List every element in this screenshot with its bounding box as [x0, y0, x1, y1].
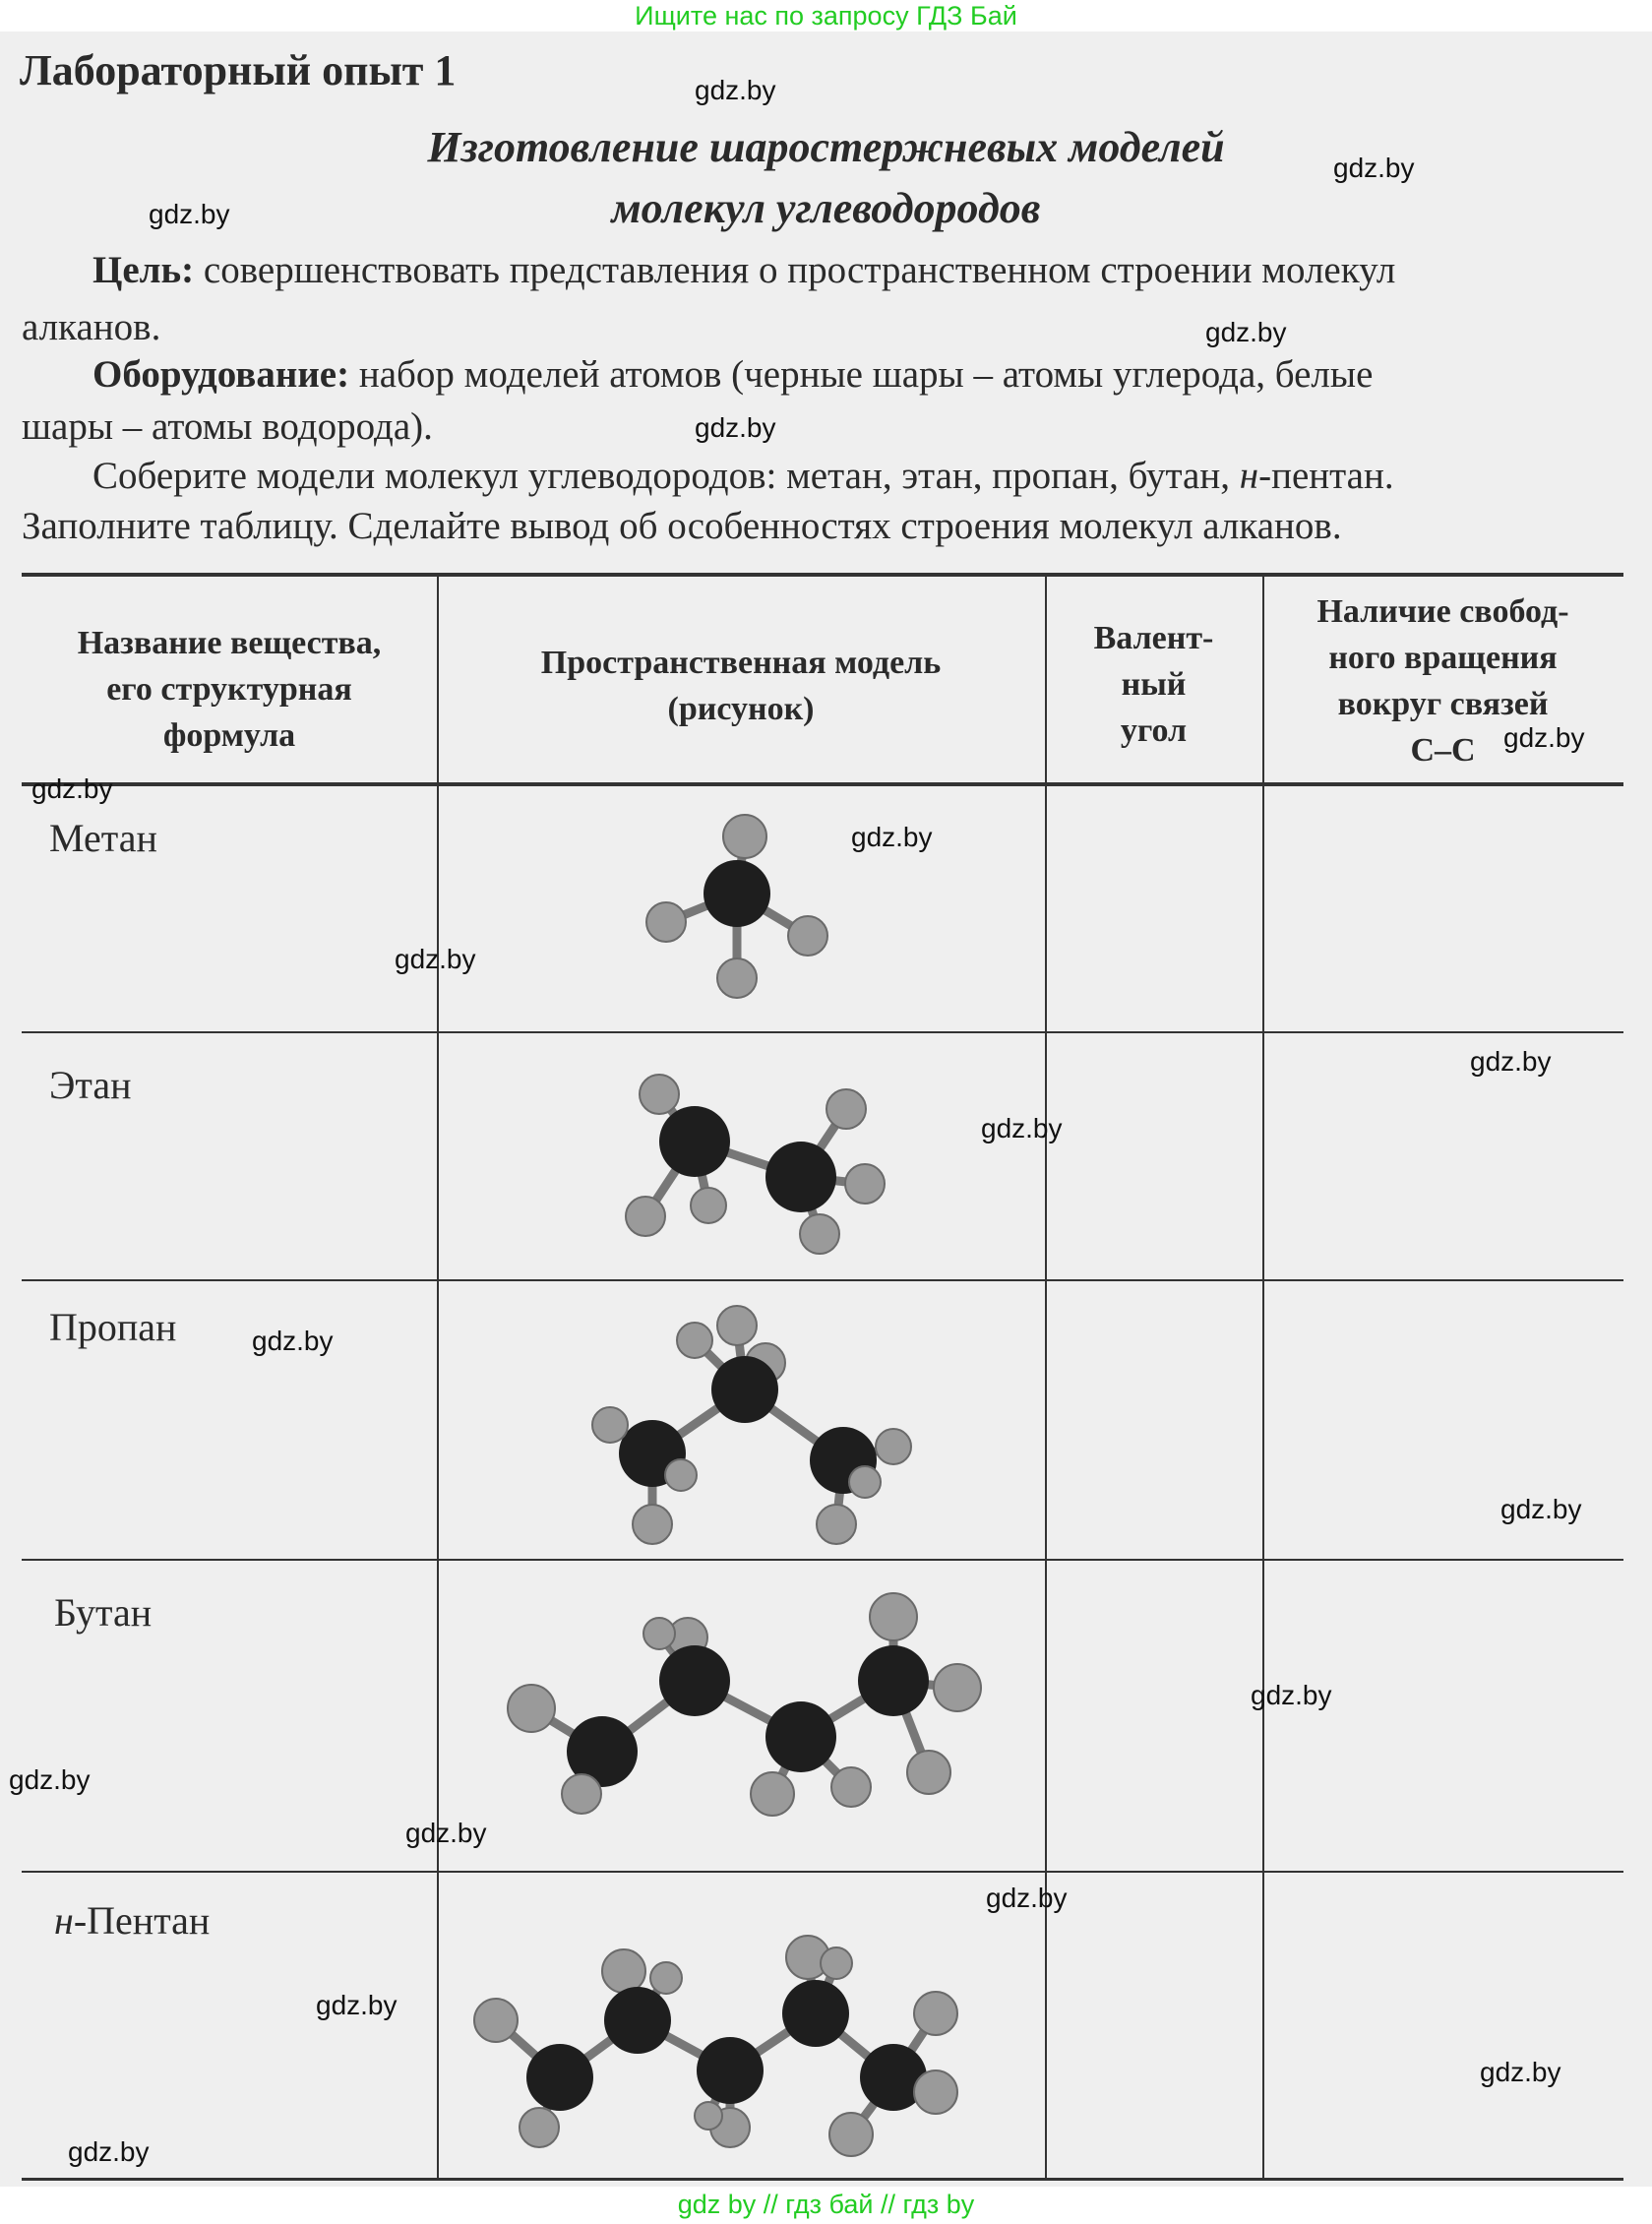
watermark: gdz.by: [31, 773, 113, 804]
watermark: gdz.by: [9, 1764, 91, 1795]
watermark: gdz.by: [252, 1326, 334, 1356]
task-italic: н: [1239, 455, 1259, 497]
goal-label: Цель:: [92, 249, 195, 291]
subtitle-line-1: Изготовление шаростержневых моделей: [427, 123, 1225, 171]
header-line: ный: [1121, 666, 1187, 703]
task-text: Соберите модели молекул углеводородов: метан, этан, пропан, бутан,: [92, 455, 1230, 497]
watermark: gdz.by: [851, 822, 933, 852]
header-line: формула: [162, 717, 296, 754]
banner-text: Ищите нас по запросу ГДЗ Бай: [635, 1, 1017, 31]
header-line: (рисунок): [667, 691, 815, 727]
watermark: gdz.by: [68, 2136, 150, 2167]
footer-text: gdz by // гдз бай // гдз by: [677, 2190, 975, 2219]
pentane-model: [474, 1936, 957, 2156]
ethane-model: [626, 1075, 885, 1254]
subtitle-line-2: молекул углеводородов: [611, 184, 1041, 232]
methane-model: [646, 815, 827, 998]
pentane-prefix: н: [54, 1898, 74, 1943]
goal-line-2: алканов.: [22, 306, 161, 348]
watermark: gdz.by: [149, 199, 230, 229]
header-line: Название вещества,: [77, 625, 382, 661]
row-ethane-name: Этан: [49, 1063, 132, 1107]
watermark: gdz.by: [405, 1818, 487, 1848]
propane-model: [592, 1306, 911, 1544]
row-methane-name: Метан: [49, 816, 157, 860]
watermark: gdz.by: [1503, 722, 1585, 753]
header-line: его структурная: [106, 671, 352, 708]
task-end: -пентан.: [1258, 455, 1394, 497]
header-line: вокруг связей: [1337, 686, 1549, 722]
equipment-label: Оборудование:: [92, 353, 350, 396]
header-line: угол: [1120, 712, 1188, 749]
equipment-line-2: шары – атомы водорода).: [22, 405, 433, 448]
page-title: Лабораторный опыт 1: [20, 46, 457, 94]
watermark: gdz.by: [695, 75, 776, 105]
row-propane-name: Пропан: [49, 1305, 177, 1349]
equipment-text: набор моделей атомов (черные шары – атомы углерода, белые: [358, 353, 1374, 396]
watermark: gdz.by: [1333, 153, 1415, 183]
task-line-2: Заполните таблицу. Сделайте вывод об особенностях строения молекул алканов.: [22, 505, 1342, 547]
watermark: gdz.by: [981, 1113, 1063, 1143]
goal-text: совершенствовать представления о пространственном строении молекул: [203, 249, 1396, 291]
header-line: Наличие свобод-: [1316, 593, 1569, 630]
header-line: С–С: [1410, 732, 1476, 769]
watermark: gdz.by: [1251, 1680, 1332, 1710]
watermark: gdz.by: [1480, 2057, 1561, 2087]
butane-model: [508, 1593, 981, 1816]
header-line: ного вращения: [1328, 640, 1558, 676]
watermark: gdz.by: [1205, 317, 1287, 347]
pentane-name: -Пентан: [73, 1898, 211, 1943]
watermark: gdz.by: [395, 944, 476, 974]
watermark: gdz.by: [316, 1990, 398, 2020]
watermark: gdz.by: [1500, 1494, 1582, 1524]
row-butane-name: Бутан: [54, 1590, 153, 1635]
watermark: gdz.by: [695, 412, 776, 443]
watermark: gdz.by: [1470, 1046, 1552, 1077]
header-line: Валент-: [1093, 620, 1214, 656]
watermark: gdz.by: [986, 1883, 1068, 1913]
header-line: Пространственная модель: [540, 645, 942, 681]
